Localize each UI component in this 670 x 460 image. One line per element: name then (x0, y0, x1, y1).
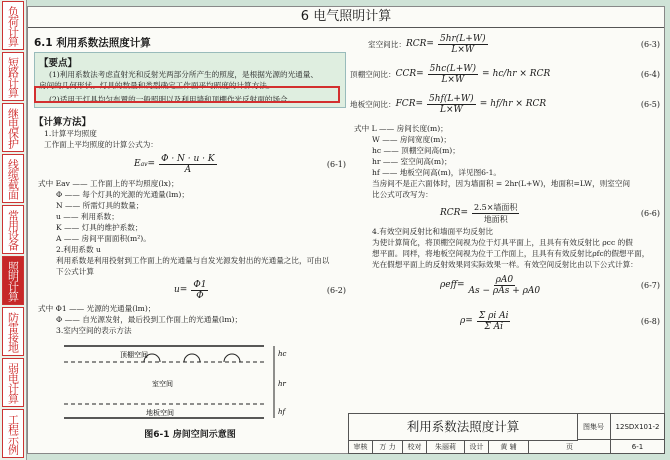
signature-cell: 审核 (349, 440, 373, 454)
definitions-2 (34, 303, 346, 336)
sidebar-tab-label: 常用设备 (6, 209, 20, 250)
equation-6-8: ρ = $\frac{\text{Σ ρi Ai}}{\text{Σ Ai}}$ (6-8) (460, 310, 660, 332)
text-line: Φ —— 每个灯具的光源的光通量(lm)； (56, 190, 189, 199)
text-line: A —— 房间平面面积(m²)。 (56, 234, 151, 243)
eq-lhs: ρ (460, 316, 466, 326)
chapter-sidebar (0, 0, 27, 460)
eq-denominator: L×W (439, 104, 463, 115)
text-line: u —— 利用系数； (56, 212, 119, 221)
hf-label: hf (278, 408, 286, 416)
key-point-highlighted: (2)适用于灯具均匀布置的一般照明以及利用墙和顶棚作光反射面的场合。 (49, 95, 296, 104)
text-line: 利用系数是利用投射到工作面上的光通量与自发光源发射出的光通量之比，可由以 (56, 256, 330, 265)
sidebar-tab[interactable] (2, 52, 24, 101)
sidebar-tab[interactable] (2, 409, 24, 458)
sidebar-tab-label: 防雷接地 (6, 311, 20, 352)
eq-number: (6-7) (640, 280, 660, 290)
signature-cell: 黄 辅 (489, 440, 529, 454)
sidebar-tab-label: 工程示例 (6, 413, 20, 454)
key-points-heading: 【要点】 (39, 58, 78, 69)
room-space-figure (34, 338, 334, 426)
drawing-title: 利用系数法照度计算 (349, 414, 578, 441)
text-line: 3.室内空间的表示方法 (56, 326, 132, 335)
text-line: 2.利用系数 u (56, 245, 101, 254)
text-line: 工作面上平均照度的计算公式为： (44, 140, 158, 149)
eq-sub: av (140, 160, 148, 168)
eq-lhs: u (174, 285, 180, 295)
eq-number: (6-5) (640, 99, 660, 109)
eq-number: (6-6) (640, 208, 660, 218)
sidebar-tab-label: 弱电计算 (6, 362, 20, 403)
eq-fraction (438, 34, 488, 55)
sidebar-tab-label: 照明计算 (6, 260, 20, 301)
page-number: 6-1 (611, 440, 665, 454)
signature-cell: 朱丽莉 (427, 440, 465, 454)
text-line: 为使计算简化，将顶棚空间视为位于灯具平面上，且具有有效反射比 ρcc 的假 (372, 238, 633, 247)
sidebar-tab[interactable] (2, 307, 24, 356)
eq-label: 顶棚空间比： (350, 69, 396, 79)
eq-fraction (469, 275, 541, 296)
key-point: 房间的几何形状、灯具的数量和类型确定工作面平均照度的计算方法。 (39, 81, 275, 90)
eq-mid: hf/hr × RCR (490, 99, 547, 109)
eq-denominator: 地面积 (483, 214, 508, 224)
text-line: 式中 Φ1 —— 光源的光通量(lm)； (38, 304, 156, 313)
room-space-label: 室空间 (152, 380, 173, 388)
text-line: hc —— 顶棚空间高(m)； (372, 146, 460, 155)
equation-6-7: ρeff = $\frac{\rho A0}{\text{As − ρAs + ρA0}}$ (6-7) (440, 274, 660, 296)
eq-fraction (472, 202, 519, 225)
eq-lhs: CCR (395, 69, 417, 79)
sidebar-tab[interactable] (2, 103, 24, 152)
eq-number: (6-8) (640, 316, 660, 326)
right-column (350, 29, 660, 342)
eq-lhs: RCR (440, 208, 461, 218)
eq-fraction (477, 311, 511, 332)
sidebar-tab-label: 负荷计算 (6, 5, 20, 46)
eq-number: (6-3) (640, 39, 660, 49)
definitions-1 (34, 178, 346, 244)
sidebar-tab[interactable] (2, 205, 24, 254)
eq-number: (6-2) (326, 285, 346, 295)
eq-denominator: L×W (441, 74, 465, 85)
eq-numerator: 5hf(L+W) (429, 93, 474, 104)
eq-denominator: L×W (451, 44, 475, 55)
sidebar-tab-label: 短路计算 (6, 56, 20, 97)
text-line: hf —— 地板空间高(m)，详见图6-1。 (372, 168, 502, 177)
equation-6-5: 地板空间比： FCR = $\frac{5hf(L+W)}{L\times W}$ = hf/hr × RCR (6-5) (350, 93, 660, 115)
eq-denominator: Σ Ai (484, 321, 503, 332)
eq-numerator: 5hc(L+W) (429, 63, 477, 74)
document-page (27, 6, 665, 454)
ceiling-space-label: 顶棚空间 (120, 351, 148, 359)
text-line: hr —— 室空间高(m)； (372, 157, 452, 166)
sidebar-tab-label: 继电保护 (6, 107, 20, 148)
atlas-label: 图集号 (577, 414, 611, 440)
eq-numerator: Φ1 (193, 279, 207, 290)
eq-lhs: FCR (395, 99, 416, 109)
floor-space-label: 地板空间 (146, 409, 174, 417)
eq-fraction (159, 154, 217, 175)
eq-label: 室空间比： (368, 39, 406, 49)
sidebar-tab[interactable] (2, 1, 24, 50)
eq-number: (6-4) (640, 69, 660, 79)
text-line: W —— 房间宽度(m)； (372, 135, 451, 144)
signature-cell: 设计 (465, 440, 489, 454)
equation-6-3: 室空间比： RCR = $\frac{5hr(L+W)}{L\times W}$ (6-3) (368, 33, 660, 55)
eq-numerator: Σ ρi Ai (478, 310, 509, 321)
signature-cell: 万 力 (373, 440, 403, 454)
eq-numerator: 5hr(L+W) (439, 33, 486, 44)
text-line: 光在假想平面上的反射效果同实际效果一样。有效空间反射比由以下公式计算： (372, 260, 638, 269)
title-block (348, 413, 665, 454)
text-line: 想平面。同样，将地板空间视为位于工作面上，且具有有效反射比ρfc的假想平面， (372, 249, 650, 258)
text-line: 当房间不是正六面体时，因为墙面积 = 2hr(L+W)，地面积=LW，则室空间 (372, 179, 631, 188)
eq-lhs: RCR (405, 39, 427, 49)
definitions-3 (350, 123, 660, 200)
figure-caption: 图6-1 房间空间示意图 (144, 430, 236, 440)
eq-numerator: 2.5×墙面积 (474, 202, 518, 212)
sidebar-tab[interactable] (2, 154, 24, 203)
equation-6-6: RCR = $\frac{\text{2.5×墙面积}}{\text{地面积}}$ (6-6) (440, 202, 660, 224)
eq-lhs: E (134, 159, 141, 169)
highlight-box (34, 86, 340, 103)
eq-numerator: Φ · N · u · K (161, 153, 215, 164)
eq-numerator: ρA0 (495, 274, 514, 285)
sidebar-tab-label: 线缆截面 (6, 158, 20, 199)
eq-mid: hc/hr × RCR (492, 69, 551, 79)
luminaire-icons (144, 354, 240, 362)
eq-fraction (428, 64, 478, 85)
utilization-text (34, 244, 346, 277)
equation-6-2: u = $\frac{\Phi 1}{\Phi}$ (6-2) (174, 279, 346, 301)
key-point: (1)利用系数法考虑直射光和反射光两部分所产生的照度，是根据光源的光通量、 (49, 70, 318, 79)
eq-label: 地板空间比： (350, 99, 396, 109)
text-line: 式中 Eav —— 工作面上的平均照度(lx)； (38, 179, 179, 188)
eq-denominator: As − ρAs + ρA0 (468, 285, 541, 296)
text-line: 式中 L —— 房间长度(m)； (354, 124, 448, 133)
eq-denominator: Φ (196, 290, 204, 301)
atlas-number: 12SDX101-2 (611, 414, 665, 440)
chapter-header: 6 电气照明计算 (28, 7, 664, 28)
eq-lhs: ρeff (440, 280, 457, 290)
equation-6-1: E av = $\frac{\Phi \cdot N \cdot u \cdot K}{A}$ (6-1) (134, 153, 346, 175)
text-line: 4.有效空间反射比和墙面平均反射比 (372, 227, 494, 236)
method-heading: 【计算方法】 (34, 117, 92, 128)
hr-label: hr (278, 380, 286, 388)
text-line: Φ —— 自光源发射，最后投到工作面上的光通量(lm)； (56, 315, 243, 324)
text-line: 下公式计算 (56, 267, 94, 276)
eq-fraction (427, 94, 476, 115)
eq-fraction (191, 280, 208, 301)
eq-denominator: A (184, 164, 192, 175)
section-title: 6.1 利用系数法照度计算 (34, 37, 151, 49)
sidebar-tab[interactable] (2, 256, 24, 305)
signature-cell: 校对 (403, 440, 427, 454)
text-line: 比公式可改写为： (372, 190, 433, 199)
hc-label: hc (278, 350, 287, 358)
text-line: N —— 所需灯具的数量； (56, 201, 144, 210)
signature-cell: 页 (529, 440, 611, 454)
reflectance-text (350, 226, 660, 270)
sidebar-tab[interactable] (2, 358, 24, 407)
text-line: K —— 灯具的维护系数； (56, 223, 143, 232)
eq-number: (6-1) (326, 159, 346, 169)
text-line: 1.计算平均照度 (44, 129, 97, 138)
equation-6-4: 顶棚空间比： CCR = $\frac{5hc(L+W)}{L\times W}$ = hc/hr × RCR (6-4) (350, 63, 660, 85)
